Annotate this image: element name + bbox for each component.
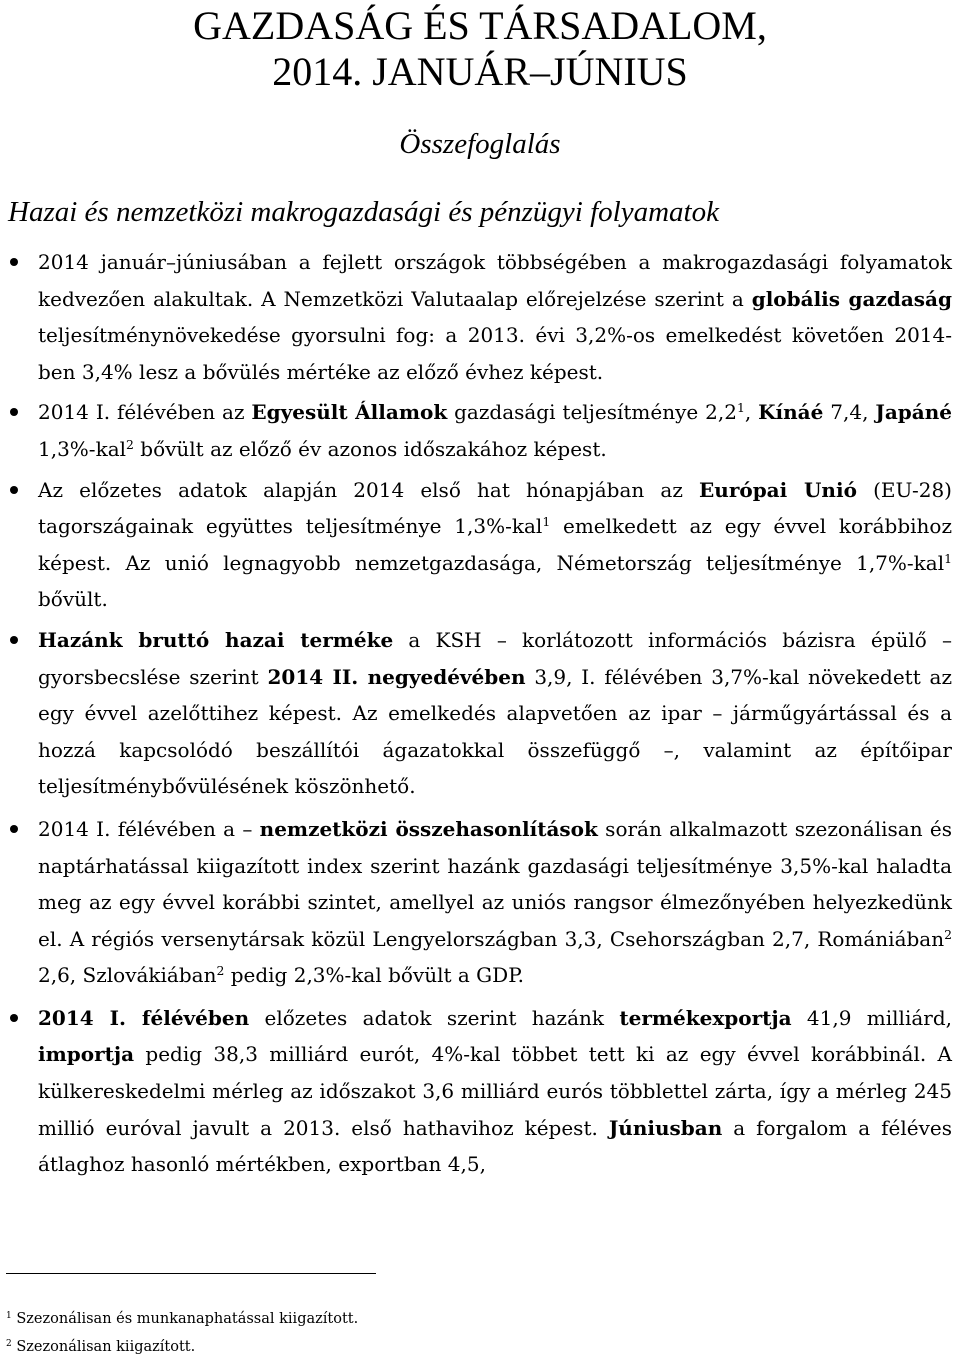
text-run: 2014 I. félévében a –: [38, 816, 260, 841]
text-run: során alkalmazott szezonálisan és naptárhatással kiigazított index szerint hazánk gazdasági teljesítménye 3,5%-kal haladta meg az egy évvel korábbi szintet, amellyel az uniós rangsor élmezőnyében helyezkedünk el. A régiós versenytársak közül Lengyelországban 3,3, Csehországban 2,7, Romániában: [38, 816, 952, 951]
bullet-text: [38, 628, 952, 798]
footnote-mark: 2: [6, 1339, 12, 1350]
footnote-ref: 1: [736, 400, 745, 416]
summary-bullet-list: [0, 244, 960, 1183]
text-run: 2,6, Szlovákiában: [38, 963, 217, 988]
text-run: pedig 2,3%-kal bővült a GDP.: [224, 963, 524, 988]
footnote-ref: 1: [944, 550, 952, 566]
text-run: a forgalom a féléves átlaghoz hasonló mértékben, exportban 4,5,: [38, 1115, 953, 1177]
footnotes: [6, 1305, 906, 1361]
bullet-dot-icon: [10, 258, 18, 266]
bullet-item: [0, 244, 960, 390]
text-run: a KSH – korlátozott információs bázisra épülő – gyorsbecslése szerint: [38, 627, 952, 689]
bullet-item: [0, 811, 960, 994]
bold-text: Japáné: [875, 400, 953, 425]
bullet-dot-icon: [10, 825, 18, 833]
page-title-line2: 2014. JANUÁR–JÚNIUS: [272, 49, 688, 94]
bullet-dot-icon: [10, 1014, 18, 1022]
bold-text: Júniusban: [608, 1115, 723, 1140]
text-run: bővült az előző év azonos időszakához képest.: [133, 436, 607, 461]
text-run: pedig 38,3 milliárd eurót, 4%-kal többet tett ki az egy évvel korábbinál. A külkereskedelmi mérleg az időszakot 3,6 milliárd eurós többlettel zárta, így a mérleg 245 millió euróval javult a 2013. első hathavihoz képest.: [38, 1042, 952, 1140]
bold-text: Hazánk bruttó hazai terméke: [38, 627, 394, 652]
bullet-dot-icon: [10, 636, 18, 644]
bullet-item: [0, 394, 960, 467]
bullet-text: [38, 250, 952, 384]
text-run: 3,9, I. félévében 3,7%-kal növekedett az egy évvel azelőttihez képest. Az emelkedés alapvetően az ipar – járműgyártással és a hozzá kapcsolódó beszállítói ágazatokkal összefüggő –, valamint az építőipar teljesítménybővülésének köszönhető.: [38, 664, 952, 799]
text-run: bővült.: [38, 587, 108, 612]
bullet-dot-icon: [10, 408, 18, 416]
text-run: teljesítménynövekedése gyorsulni fog: a 2013. évi 3,2%-os emelkedést követően 2014-ben 3,4% lesz a bővülés mértéke az előző évhez képest.: [38, 323, 952, 384]
bullet-text: [38, 817, 952, 987]
footnote-separator: [6, 1273, 376, 1274]
bold-text: 2014 I. félévében: [38, 1005, 250, 1030]
footnote-mark: 1: [6, 1311, 12, 1322]
bullet-item: [0, 622, 960, 805]
text-run: ,: [744, 400, 759, 425]
text-run: emelkedett az egy évvel korábbihoz képest. Az unió legnagyobb nemzetgazdasága, Németország teljesítménye 1,7%-kal: [38, 514, 952, 575]
footnote-ref: 2: [126, 437, 134, 453]
section-heading: Hazai és nemzetközi makrogazdasági és pénzügyi folyamatok: [8, 196, 719, 228]
bold-text: Kínáé: [758, 400, 824, 425]
footnote-ref: 2: [216, 963, 225, 979]
text-run: 7,4,: [823, 400, 876, 425]
text-run: 1,3%-kal: [38, 436, 127, 461]
text-run: 41,9 milliárd,: [791, 1005, 952, 1030]
bold-text: termékexportja: [619, 1005, 792, 1030]
bold-text: nemzetközi összehasonlítások: [259, 816, 598, 841]
text-run: 2014 I. félévében az: [38, 400, 252, 425]
bullet-dot-icon: [10, 486, 18, 494]
text-run: Az előzetes adatok alapján 2014 első hat hónapjában az: [38, 477, 700, 502]
footnote-text: Szezonálisan kiigazított.: [11, 1339, 196, 1355]
bullet-item: [0, 472, 960, 618]
bullet-item: [0, 1000, 960, 1183]
bold-text: Egyesült Államok: [251, 400, 448, 425]
footnote-text: Szezonálisan és munkanaphatással kiigazított.: [11, 1311, 359, 1327]
text-run: előzetes adatok szerint hazánk: [249, 1005, 620, 1030]
footnote-1: [6, 1305, 906, 1333]
bold-text: globális gazdaság: [751, 286, 952, 311]
summary-subtitle: Összefoglalás: [399, 128, 561, 160]
bullet-text: [38, 400, 952, 461]
footnote-2: [6, 1333, 906, 1361]
text-run: 2014 január–júniusában a fejlett országok többségében a makrogazdasági folyamatok kedvezően alakultak. A Nemzetközi Valutaalap előrejelzése szerint a: [38, 250, 952, 311]
text-run: (EU-28) tagországainak együttes teljesítménye 1,3%-kal: [38, 477, 952, 539]
bullet-text: [38, 478, 952, 612]
bold-text: importja: [38, 1042, 135, 1067]
footnote-ref: 2: [944, 926, 952, 942]
footnote-ref: 1: [542, 514, 551, 530]
bullet-text: [38, 1006, 952, 1176]
bold-text: 2014 II. negyedévében: [267, 664, 526, 689]
bold-text: Európai Unió: [699, 477, 857, 502]
text-run: gazdasági teljesítménye 2,2: [447, 400, 737, 425]
page-title-line1: GAZDASÁG ÉS TÁRSADALOM,: [193, 3, 767, 48]
